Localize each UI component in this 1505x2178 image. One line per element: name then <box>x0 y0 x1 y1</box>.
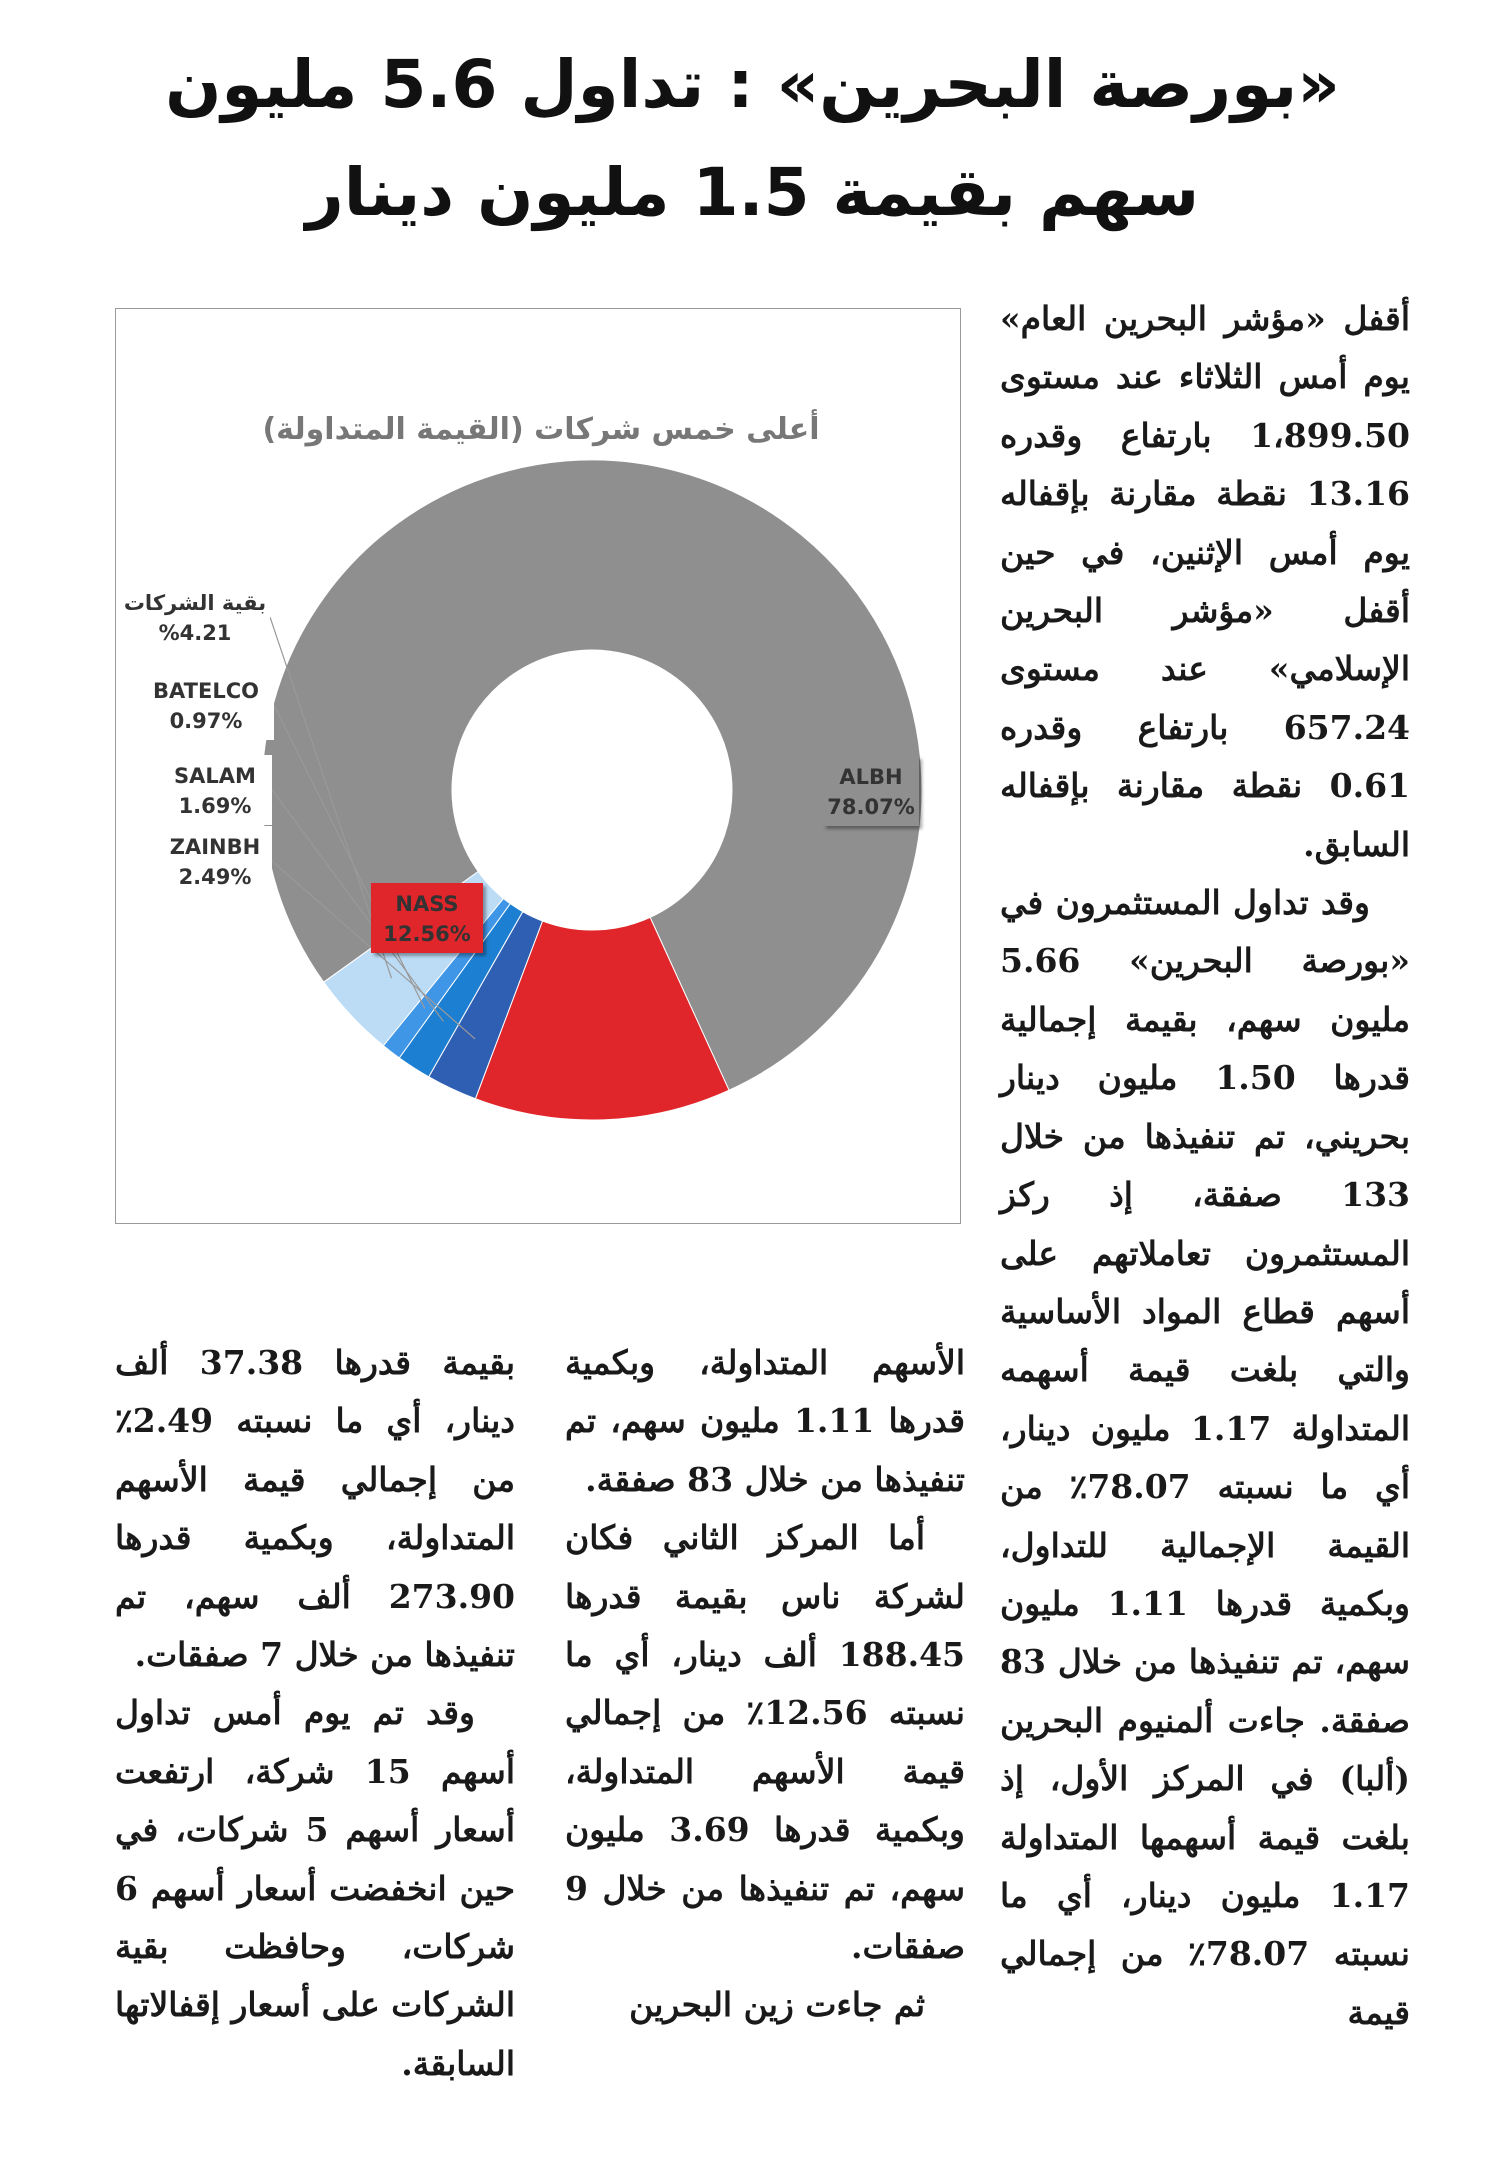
paragraph: وقد تم يوم أمس تداول أسهم 15 شركة، ارتفعت أسعار أسهم 5 شركات، في حين انخفضت أسعار أسهم 6 شركات، وحافظت بقية الشركات على أسعار إقفالاتها السابقة. <box>115 1693 515 2083</box>
slice-label-5 <box>120 582 270 652</box>
slice-name-label: BATELCO <box>153 679 259 703</box>
chart-title: أعلى خمس شركات (القيمة المتداولة) <box>262 412 820 447</box>
headline-line-1: «بورصة البحرين» : تداول 5.6 مليون <box>165 46 1340 123</box>
chart-frame <box>115 308 961 1224</box>
slice-name-label: NASS <box>395 892 459 916</box>
slice-label-1 <box>371 883 483 953</box>
slice-label-2 <box>158 826 272 896</box>
article-column-2 <box>565 1334 965 2035</box>
paragraph: بقيمة قدرها 37.38 ألف دينار، أي ما نسبته 2.49٪ من إجمالي قيمة الأسهم المتداولة، وبكمية قدرها 273.90 ألف سهم، تم تنفيذها من خلال 7 صفقات. <box>115 1343 516 1675</box>
slice-name-label: ZAINBH <box>169 835 261 859</box>
slice-name-label: SALAM <box>174 764 256 788</box>
paragraph: وقد تداول المستثمرون في «بورصة البحرين» 5.66 مليون سهم، بقيمة إجمالية قدرها 1.50 مليون دينار بحريني، تم تنفيذها من خلال 133 صفقة، إذ ركز المستثمرون تعاملاتهم على أسهم قطاع المواد الأساسية والتي بلغت قيمة أسهمه المتداولة 1.17 مليون دينار، أي ما نسبته 78.07٪ من القيمة الإجمالية للتداول، وبكمية قدرها 1.11 مليون سهم، تم تنفيذها من خلال 83 صفقة. جاءت ألمنيوم البحرين (ألبا) في المركز الأول، إذ بلغت قيمة أسهمها المتداولة 1.17 مليون دينار، أي ما نسبته 78.07٪ من إجمالي قيمة <box>1000 883 1410 2032</box>
paragraph: ثم جاءت زين البحرين <box>629 1985 925 2025</box>
slice-label-0 <box>823 756 919 826</box>
slice-value-label: 0.97% <box>169 709 243 733</box>
article-column-1 <box>1000 290 1410 2042</box>
article-column-3 <box>115 1334 515 2093</box>
paragraph: الأسهم المتداولة، وبكمية قدرها 1.11 مليون سهم، تم تنفيذها من خلال 83 صفقة. <box>565 1343 965 1499</box>
slice-value-label: 1.69% <box>178 794 252 818</box>
donut-chart <box>116 309 962 1225</box>
slice-value-label: 2.49% <box>178 865 252 889</box>
slice-name-label: بقية الشركات <box>123 591 267 615</box>
paragraph: أما المركز الثاني فكان لشركة ناس بقيمة قدرها 188.45 ألف دينار، أي ما نسبته 12.56٪ من إجمالي قيمة الأسهم المتداولة، وبكمية قدرها 3.69 مليون سهم، تم تنفيذها من خلال 9 صفقات. <box>565 1518 965 1967</box>
slice-value-label: 12.56% <box>383 922 471 946</box>
slice-value-label: %4.21 <box>158 621 232 645</box>
slice-label-4 <box>138 670 274 740</box>
slice-label-3 <box>158 755 272 825</box>
slice-name-label: ALBH <box>839 765 903 789</box>
headline-line-2: سهم بقيمة 1.5 مليون دينار <box>305 154 1200 231</box>
paragraph: أقفل «مؤشر البحرين العام» يوم أمس الثلاثاء عند مستوى 1،899.50 بارتفاع وقدره 13.16 نقطة مقارنة بإقفاله يوم أمس الإثنين، في حين أقفل «مؤشر البحرين الإسلامي» عند مستوى 657.24 بارتفاع وقدره 0.61 نقطة مقارنة بإقفاله السابق. <box>1000 299 1410 864</box>
slice-value-label: 78.07% <box>827 795 915 819</box>
